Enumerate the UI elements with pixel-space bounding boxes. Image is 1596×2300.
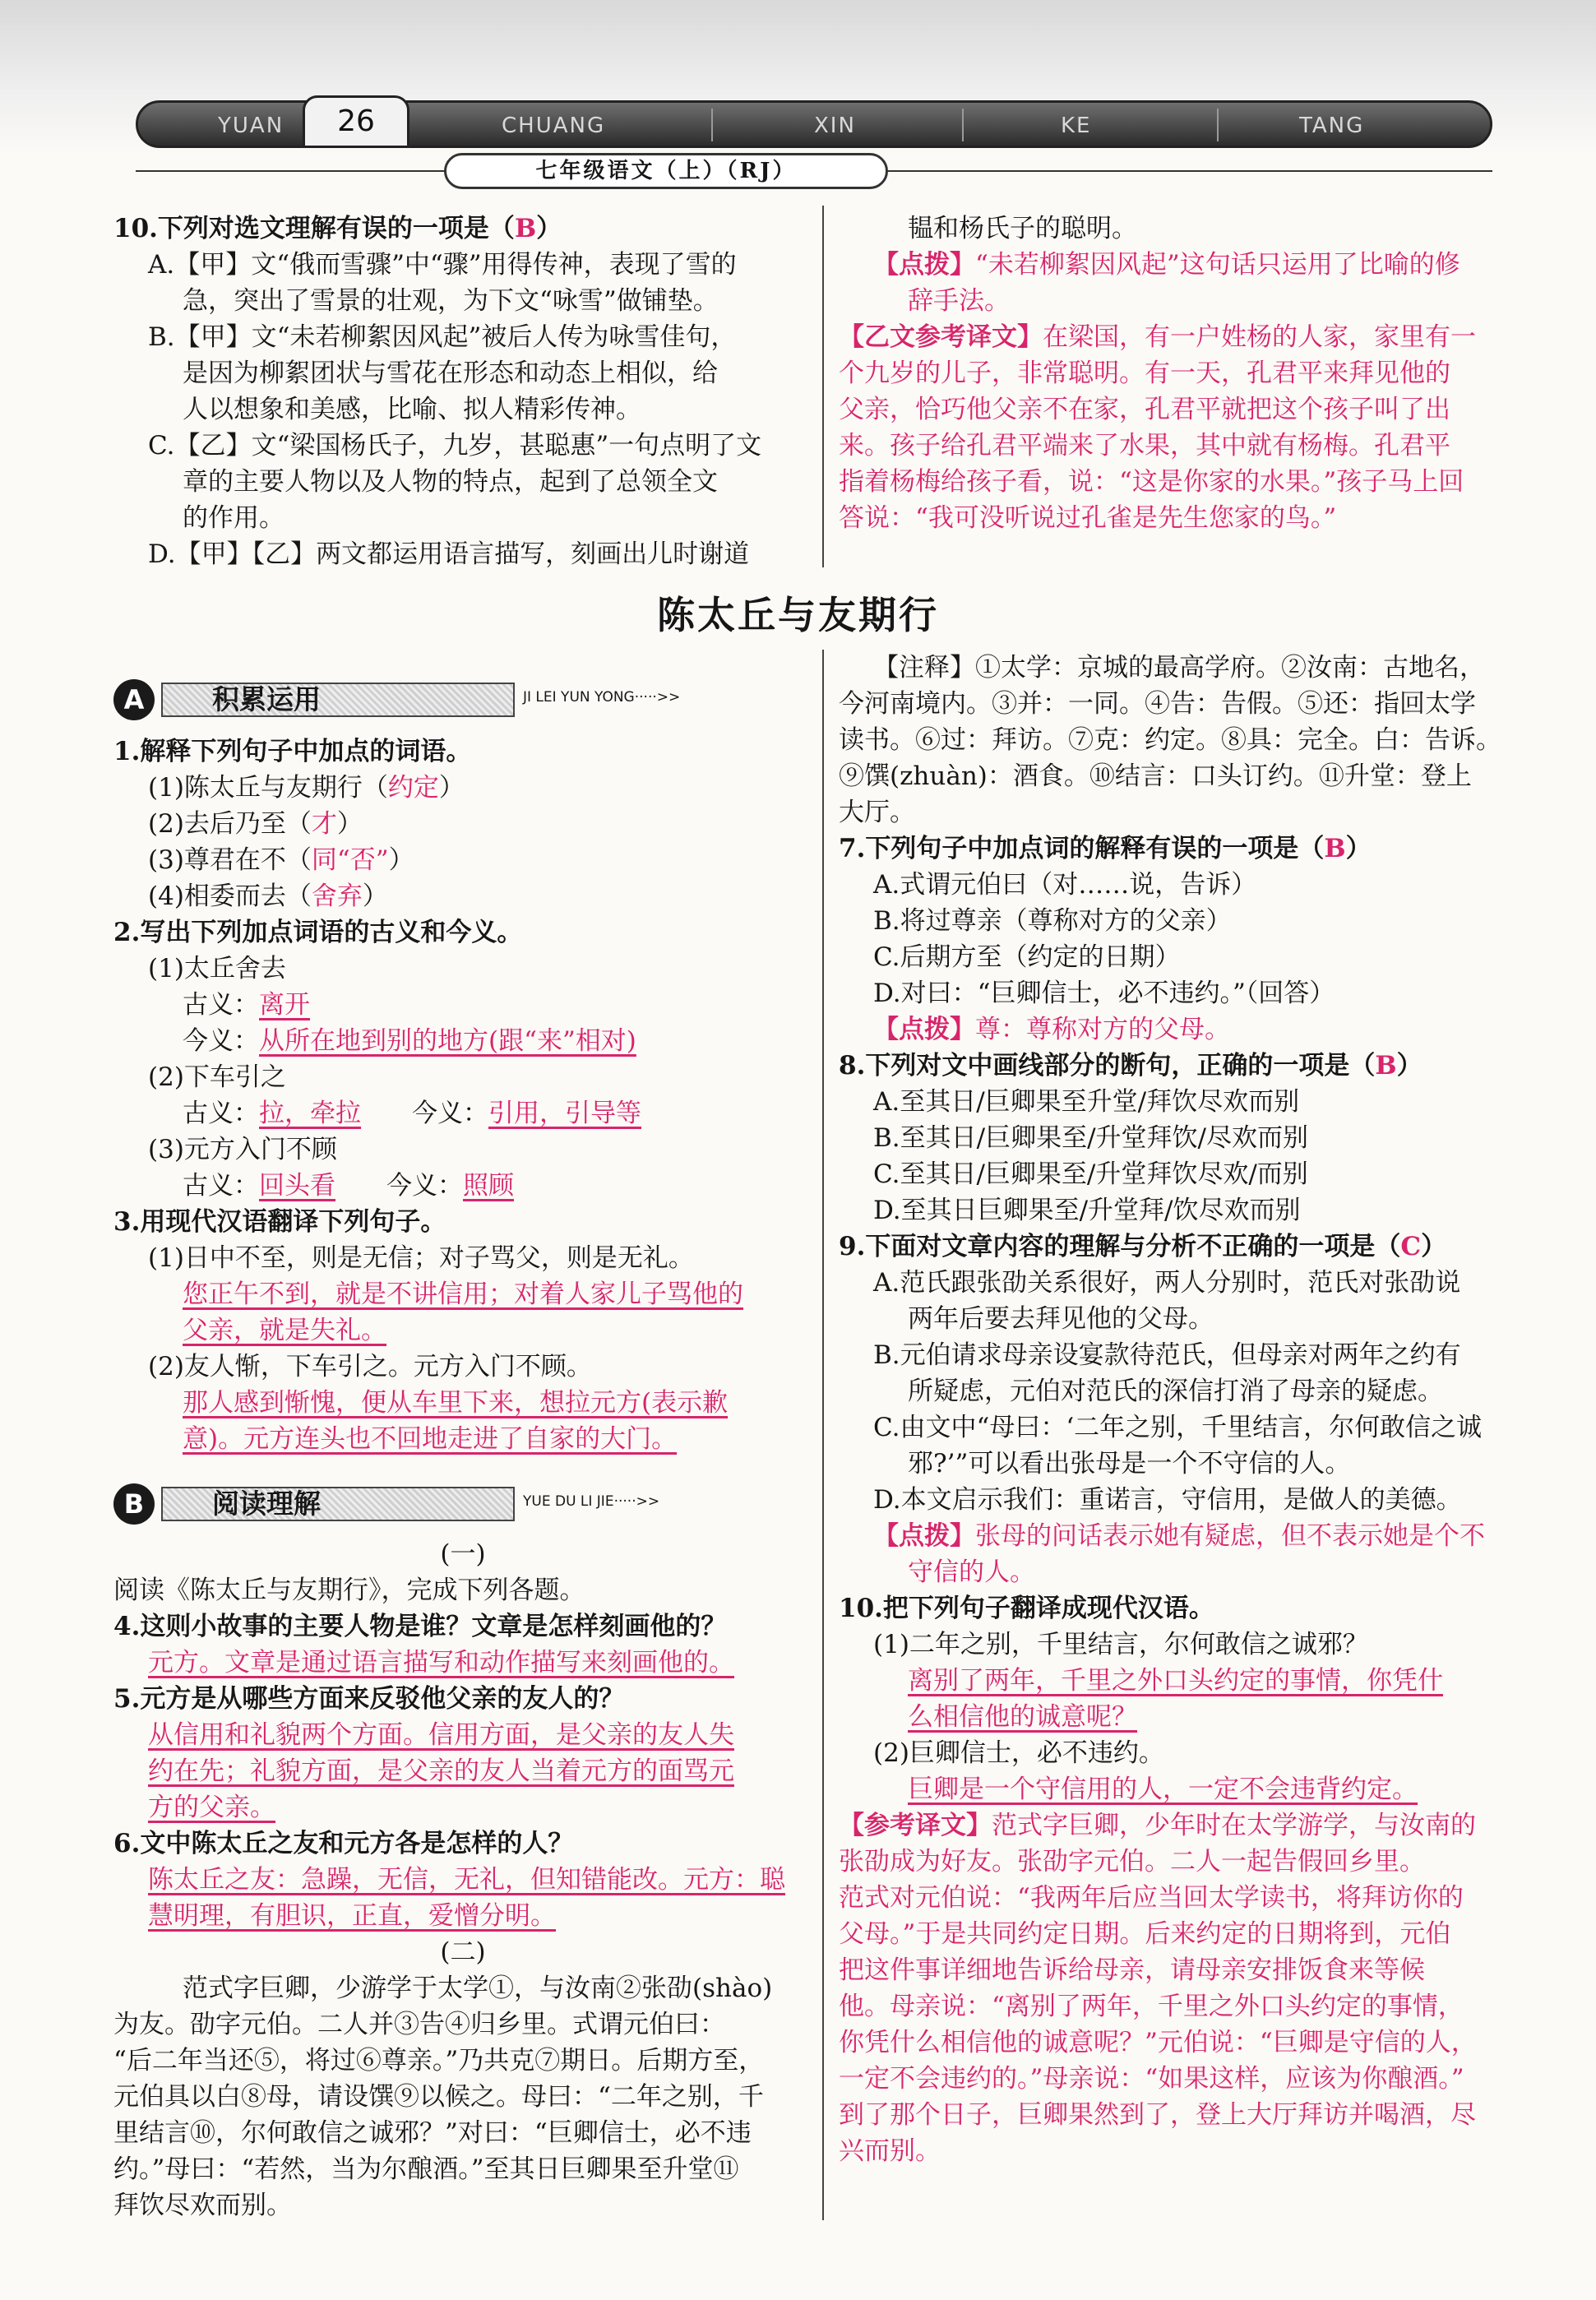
- line-text: (4)相委而去（: [148, 882, 312, 911]
- text-line: [839, 1699, 1529, 1735]
- line-text: 古义：: [183, 1171, 259, 1201]
- text-line: [113, 1204, 812, 1240]
- text-line: [839, 1807, 1529, 1844]
- line-text: 父母。”于是共同约定日期。后来约定的日期将到，元伯: [839, 1919, 1451, 1949]
- text-line: [113, 1536, 812, 1572]
- line-text: 5.元方是从哪些方面来反驳他父亲的友人的？: [113, 1684, 625, 1714]
- line-text: 古义：: [183, 990, 259, 1020]
- line-text: 范式字巨卿，少年时在太学游学，与汝南的: [992, 1811, 1476, 1840]
- section-b-header: [113, 1483, 660, 1525]
- section-a-pinyin: JI LEI YUN YONG·····>>: [523, 689, 681, 706]
- line-text: (2)友人惭，下车引之。元方入门不顾。: [148, 1352, 592, 1381]
- line-text: (一): [440, 1539, 486, 1569]
- answer-text: 元方。文章是通过语言描写和动作描写来刻画他的。: [148, 1648, 734, 1678]
- text-line: [839, 1627, 1529, 1663]
- answer-text: 从所在地到别的地方(跟“来”相对): [259, 1026, 636, 1056]
- answer-text: B: [1375, 1051, 1397, 1081]
- line-text: 今河南境内。③并：一同。④告：告假。⑤还：指回太学: [839, 689, 1476, 719]
- line-text: 约。”母曰：“若然，当为尔酿酒。”至其日巨卿果至升堂⑪: [113, 2154, 739, 2184]
- text-line: [113, 247, 812, 283]
- answer-text: 拉，牵拉: [259, 1099, 361, 1128]
- line-text: “后二年当还⑤，将过⑥尊亲。”乃共克⑦期日。后期方至，: [113, 2046, 765, 2076]
- line-text: (二): [440, 1937, 486, 1967]
- line-text: 守信的人。: [908, 1557, 1035, 1587]
- text-line: [839, 1048, 1529, 1084]
- line-text: 急，突出了雪景的壮观，为下文“咏雪”做铺垫。: [183, 286, 719, 316]
- text-line: [839, 939, 1529, 975]
- line-text: 答说：“我可没听说过孔雀是先生您家的鸟。”: [839, 503, 1337, 533]
- line-text: 尊：尊称对方的父母。: [975, 1015, 1230, 1044]
- text-line: [839, 1192, 1529, 1229]
- text-line: [839, 1735, 1529, 1771]
- text-line: [839, 2097, 1529, 2133]
- text-line: [839, 1409, 1529, 1446]
- line-text: ）: [336, 809, 363, 839]
- column-divider: [822, 650, 824, 2220]
- line-text: 的作用。: [183, 503, 285, 533]
- text-line: [113, 2006, 812, 2043]
- text-line: [113, 283, 812, 319]
- line-text: ）: [536, 214, 562, 243]
- text-line: [113, 1131, 812, 1168]
- line-text: 一定不会违约的。”母亲说：“如果这样，应该为你酿酒。”: [839, 2064, 1464, 2094]
- text-line: [113, 391, 812, 428]
- note-label: 【点拨】: [873, 250, 975, 280]
- line-text: (1)二年之别，千里结言，尔何敢信之诚邪？: [873, 1630, 1368, 1659]
- line-text: D.至其日巨卿果至/升堂拜/饮尽欢而别: [873, 1196, 1301, 1225]
- text-line: [113, 1572, 812, 1608]
- line-text: D.本文启示我们：重诺言，守信用，是做人的美德。: [873, 1485, 1462, 1515]
- subject-label: 七年级语文（上）（RJ）: [444, 153, 888, 189]
- line-text: D.【甲】【乙】两文都运用语言描写，刻画出儿时谢道: [148, 539, 750, 569]
- line-text: (1)日中不至，则是无信；对子骂父，则是无礼。: [148, 1243, 694, 1273]
- note-label: 【参考译文】: [839, 1811, 992, 1840]
- right-main-column: [839, 650, 1529, 2169]
- text-line: [839, 464, 1529, 500]
- line-text: B.至其日/巨卿果至/升堂拜饮/尽欢而别: [873, 1123, 1308, 1153]
- text-line: [113, 2079, 812, 2115]
- answer-text: 么相信他的诚意呢？: [908, 1702, 1137, 1732]
- section-b-label: 阅读理解: [212, 1488, 321, 1520]
- line-text: 古义：: [183, 1099, 259, 1128]
- header-word-tang: TANG: [1299, 113, 1365, 138]
- text-line: [113, 1717, 812, 1753]
- text-line: [113, 1349, 812, 1385]
- text-line: [839, 500, 1529, 536]
- line-text: (1)太丘舍去: [148, 954, 286, 983]
- note-label: 【点拨】: [873, 1015, 975, 1044]
- answer-text: B: [1324, 834, 1346, 863]
- line-text: A.范氏跟张劭关系很好，两人分别时，范氏对张劭说: [873, 1268, 1461, 1298]
- text-line: [113, 428, 812, 464]
- line-text: 4.这则小故事的主要人物是谁？文章是怎样刻画他的？: [113, 1612, 727, 1641]
- text-line: [839, 1880, 1529, 1916]
- text-line: [113, 878, 812, 914]
- line-text: 10.把下列句子翻译成现代汉语。: [839, 1594, 1214, 1623]
- line-text: D.对曰：“巨卿信士，必不违约。”（回答）: [873, 979, 1335, 1008]
- line-text: (1)陈太丘与友期行（: [148, 773, 388, 803]
- answer-text: B: [514, 214, 537, 243]
- line-text: 3.用现代汉语翻译下列句子。: [113, 1207, 446, 1237]
- line-text: 大厅。: [839, 798, 915, 827]
- section-a-letter: A: [113, 679, 155, 720]
- text-line: [113, 1789, 812, 1826]
- text-line: [839, 686, 1529, 722]
- answer-text: 陈太丘之友：急躁，无信，无礼，但知错能改。元方：聪: [148, 1865, 785, 1895]
- answer-text: 引用，引导等: [488, 1099, 641, 1128]
- answer-text: 您正午不到，就是不讲信用；对着人家儿子骂他的: [183, 1280, 743, 1309]
- text-line: [839, 1084, 1529, 1120]
- line-text: 【注释】①太学：京城的最高学府。②汝南：古地名，: [873, 653, 1485, 683]
- line-text: 两年后要去拜见他的父母。: [908, 1304, 1214, 1334]
- text-line: [113, 806, 812, 842]
- line-text: 8.下列对文中画线部分的断句，正确的一项是（: [839, 1051, 1376, 1081]
- line-text: 韫和杨氏子的聪明。: [908, 214, 1137, 243]
- text-line: [113, 1753, 812, 1789]
- line-text: 6.文中陈太丘之友和元方各是怎样的人？: [113, 1829, 574, 1858]
- line-text: ⑨馔(zhuàn)：酒食。⑩结言：口头订约。⑪升堂：登上: [839, 761, 1472, 791]
- line-text: (3)元方入门不顾: [148, 1135, 337, 1164]
- text-line: [839, 650, 1529, 686]
- line-text: C.后期方至（约定的日期）: [873, 942, 1181, 972]
- text-line: [113, 2115, 812, 2151]
- text-line: [113, 1385, 812, 1421]
- text-line: [839, 355, 1529, 391]
- answer-text: 那人感到惭愧，便从车里下来，想拉元方(表示歉: [183, 1388, 729, 1418]
- top-left-column: [113, 211, 812, 572]
- line-text: ）: [438, 773, 465, 803]
- line-text: (3)尊君在不（: [148, 845, 312, 875]
- text-line: [839, 1916, 1529, 1952]
- answer-text: 父亲，就是失礼。: [183, 1316, 386, 1345]
- line-text: A.至其日/巨卿果至升堂/拜饮尽欢而别: [873, 1087, 1300, 1117]
- line-text: A.【甲】文“俄而雪骤”中“骤”用得传神，表现了雪的: [148, 250, 737, 280]
- text-line: [839, 211, 1529, 247]
- note-label: 【乙文参考译文】: [839, 322, 1043, 352]
- text-line: [839, 1446, 1529, 1482]
- text-line: [113, 536, 812, 572]
- line-text: 在梁国，有一户姓杨的人家，家里有一: [1043, 322, 1476, 352]
- text-line: [839, 1265, 1529, 1301]
- line-text: ）: [1396, 1051, 1423, 1081]
- line-text: 读书。⑥过：拜访。⑦克：约定。⑧具：完全。白：告诉。: [839, 725, 1501, 755]
- text-line: [113, 1934, 812, 1970]
- line-text: C.至其日/巨卿果至/升堂拜饮尽欢/而别: [873, 1159, 1308, 1189]
- text-line: [839, 1482, 1529, 1518]
- text-line: [839, 1337, 1529, 1373]
- section-a-label: 积累运用: [212, 683, 321, 715]
- answer-text: 照顾: [463, 1171, 514, 1201]
- section-b-letter: B: [113, 1483, 155, 1525]
- text-line: [839, 794, 1529, 831]
- answer-text: 回头看: [259, 1171, 335, 1201]
- line-text: (2)巨卿信士，必不违约。: [873, 1738, 1164, 1768]
- text-line: [113, 1095, 812, 1131]
- text-line: [839, 1301, 1529, 1337]
- line-text: 是因为柳絮团状与雪花在形态和动态上相似，给: [183, 359, 718, 388]
- text-line: [839, 867, 1529, 903]
- text-line: [113, 319, 812, 355]
- line-text: 为友。劭字元伯。二人并③告④归乡里。式谓元伯曰：: [113, 2010, 725, 2039]
- text-line: [113, 770, 812, 806]
- line-text: 张母的问话表示她有疑虑，但不表示她是个不: [975, 1521, 1485, 1551]
- line-text: 2.写出下列加点词语的古义和今义。: [113, 918, 523, 947]
- text-line: [113, 1312, 812, 1349]
- text-line: [839, 428, 1529, 464]
- text-line: [113, 1168, 812, 1204]
- line-text: (2)去后乃至（: [148, 809, 312, 839]
- text-line: [839, 831, 1529, 867]
- text-line: [839, 283, 1529, 319]
- top-right-column: [839, 211, 1529, 536]
- text-line: [839, 1518, 1529, 1554]
- line-text: 阅读《陈太丘与友期行》，完成下列各题。: [113, 1576, 585, 1605]
- text-line: [113, 842, 812, 878]
- line-text: 来。孩子给孔君平端来了水果，其中就有杨梅。孔君平: [839, 431, 1450, 460]
- line-text: 范式对元伯说：“我两年后应当回太学读书，将拜访你的: [839, 1883, 1464, 1913]
- text-line: [839, 1988, 1529, 2025]
- text-line: [839, 391, 1529, 428]
- line-text: 邪?’”可以看出张母是一个不守信的人。: [908, 1449, 1351, 1479]
- line-text: 他。母亲说：“离别了两年，千里之外口头约定的事情，: [839, 1992, 1464, 2021]
- line-text: ）: [388, 845, 414, 875]
- text-line: [113, 1898, 812, 1934]
- line-text: 今义：: [183, 1026, 259, 1056]
- line-text: 辞手法。: [908, 286, 1010, 316]
- text-line: [113, 1023, 812, 1059]
- header-separator: [1217, 109, 1219, 141]
- text-line: [839, 1229, 1529, 1265]
- answer-text: 意)。元方连头也不回地走进了自家的大门。: [183, 1424, 678, 1454]
- text-line: [839, 1590, 1529, 1627]
- text-line: [113, 2043, 812, 2079]
- line-text: 元伯具以白⑧母，请设馔⑨以候之。母曰：“二年之别，千: [113, 2082, 764, 2112]
- text-line: [839, 975, 1529, 1011]
- line-text: 今义：: [361, 1099, 488, 1128]
- text-line: [113, 1276, 812, 1312]
- text-line: [113, 1970, 812, 2006]
- header-separator: [711, 109, 713, 141]
- section-b-pinyin: YUE DU LI JIE·····>>: [523, 1493, 660, 1510]
- text-line: [839, 1156, 1529, 1192]
- header-word-xin: XIN: [814, 113, 856, 138]
- line-text: 把这件事详细地告诉给母亲，请母亲安排饭食来等候: [839, 1955, 1425, 1985]
- text-line: [839, 2061, 1529, 2097]
- text-line: [113, 1645, 812, 1681]
- text-line: [113, 1421, 812, 1457]
- line-text: 章的主要人物以及人物的特点，起到了总领全文: [183, 467, 718, 497]
- text-line: [113, 1862, 812, 1898]
- line-text: “未若柳絮因风起”这句话只运用了比喻的修: [975, 250, 1460, 280]
- text-line: [839, 1011, 1529, 1048]
- answer-text: C: [1400, 1232, 1422, 1261]
- line-text: A.式谓元伯曰（对……说，告诉）: [873, 870, 1257, 900]
- text-line: [839, 722, 1529, 758]
- text-line: [113, 734, 812, 770]
- line-text: 1.解释下列句子中加点的词语。: [113, 737, 472, 766]
- line-text: 人以想象和美感，比喻、拟人精彩传神。: [183, 395, 641, 424]
- answer-text: 离别了两年，千里之外口头约定的事情，你凭什: [908, 1666, 1443, 1696]
- column-divider: [822, 206, 824, 567]
- text-line: [839, 247, 1529, 283]
- text-line: [113, 2151, 812, 2187]
- line-text: C.【乙】文“梁国杨氏子，九岁，甚聪惠”一句点明了文: [148, 431, 762, 460]
- line-text: 到了那个日子，巨卿果然到了，登上大厅拜访并喝酒，尽: [839, 2100, 1476, 2130]
- line-text: 拜饮尽欢而别。: [113, 2191, 292, 2220]
- header-word-ke: KE: [1061, 113, 1092, 138]
- line-text: 兴而别。: [839, 2136, 941, 2166]
- answer-text: 同“否”: [311, 845, 389, 875]
- line-text: B.【甲】文“未若柳絮因风起”被后人传为咏雪佳句，: [148, 322, 737, 352]
- answer-text: 从信用和礼貌两个方面。信用方面，是父亲的友人失: [148, 1720, 734, 1750]
- text-line: [839, 1771, 1529, 1807]
- line-text: 今义：: [335, 1171, 463, 1201]
- answer-text: 约在先；礼貌方面，是父亲的友人当着元方的面骂元: [148, 1756, 734, 1786]
- text-line: [113, 1826, 812, 1862]
- line-text: 7.下列句子中加点词的解释有误的一项是（: [839, 834, 1325, 863]
- text-line: [839, 758, 1529, 794]
- answer-text: 约定: [387, 773, 439, 803]
- line-text: 9.下面对文章内容的理解与分析不正确的一项是（: [839, 1232, 1401, 1261]
- text-line: [839, 1663, 1529, 1699]
- text-line: [839, 1952, 1529, 1988]
- line-text: 里结言⑩，尔何敢信之诚邪？”对曰：“巨卿信士，必不违: [113, 2118, 752, 2148]
- article-title: 陈太丘与友期行: [657, 593, 939, 637]
- line-text: 个九岁的儿子，非常聪明。有一天，孔君平来拜见他的: [839, 359, 1450, 388]
- text-line: [113, 1608, 812, 1645]
- line-text: C.由文中“母曰：‘二年之别，千里结言，尔何敢信之诚: [873, 1413, 1483, 1442]
- text-line: [839, 1554, 1529, 1590]
- line-text: 父亲，恰巧他父亲不在家，孔君平就把这个孩子叫了出: [839, 395, 1450, 424]
- answer-text: 舍弃: [311, 882, 363, 911]
- header-word-yuan: YUAN: [218, 113, 285, 138]
- text-line: [839, 1844, 1529, 1880]
- text-line: [113, 464, 812, 500]
- text-line: [113, 951, 812, 987]
- text-line: [839, 903, 1529, 939]
- page-number: 26: [303, 95, 409, 148]
- section-a-content: [113, 734, 812, 1457]
- text-line: [113, 500, 812, 536]
- text-line: [113, 987, 812, 1023]
- text-line: [839, 319, 1529, 355]
- note-label: 【点拨】: [873, 1521, 975, 1551]
- line-text: ）: [1345, 834, 1372, 863]
- answer-text: 巨卿是一个守信用的人，一定不会违背约定。: [908, 1775, 1418, 1804]
- section-a-header: [113, 679, 681, 720]
- answer-text: 离开: [259, 990, 310, 1020]
- text-line: [113, 1681, 812, 1717]
- section-b-content: [113, 1536, 812, 2224]
- text-line: [113, 2187, 812, 2224]
- text-line: [113, 355, 812, 391]
- line-text: ）: [362, 882, 388, 911]
- header-separator: [962, 109, 964, 141]
- line-text: 范式字巨卿，少游学于太学①，与汝南②张劭(shào): [183, 1974, 773, 2003]
- text-line: [113, 211, 812, 247]
- line-text: B.元伯请求母亲设宴款待范氏，但母亲对两年之约有: [873, 1340, 1461, 1370]
- answer-text: 慧明理，有胆识，正直，爱憎分明。: [148, 1901, 556, 1931]
- text-line: [113, 1240, 812, 1276]
- header-word-chuang: CHUANG: [502, 113, 606, 138]
- line-text: (2)下车引之: [148, 1062, 286, 1092]
- line-text: B.将过尊亲（尊称对方的父亲）: [873, 906, 1232, 936]
- line-text: 张劭成为好友。张劭字元伯。二人一起告假回乡里。: [839, 1847, 1425, 1877]
- line-text: ）: [1421, 1232, 1447, 1261]
- line-text: 你凭什么相信他的诚意呢？”元伯说：“巨卿是守信的人，: [839, 2028, 1477, 2057]
- answer-text: 才: [311, 809, 337, 839]
- text-line: [839, 1373, 1529, 1409]
- answer-text: 方的父亲。: [148, 1793, 275, 1822]
- text-line: [113, 914, 812, 951]
- text-line: [839, 1120, 1529, 1156]
- line-text: 10.下列对选文理解有误的一项是（: [113, 214, 515, 243]
- line-text: 所疑虑，元伯对范氏的深信打消了母亲的疑虑。: [908, 1377, 1443, 1406]
- text-line: [839, 2133, 1529, 2169]
- line-text: 指着杨梅给孩子看，说：“这是你家的水果。”孩子马上回: [839, 467, 1464, 497]
- text-line: [839, 2025, 1529, 2061]
- text-line: [113, 1059, 812, 1095]
